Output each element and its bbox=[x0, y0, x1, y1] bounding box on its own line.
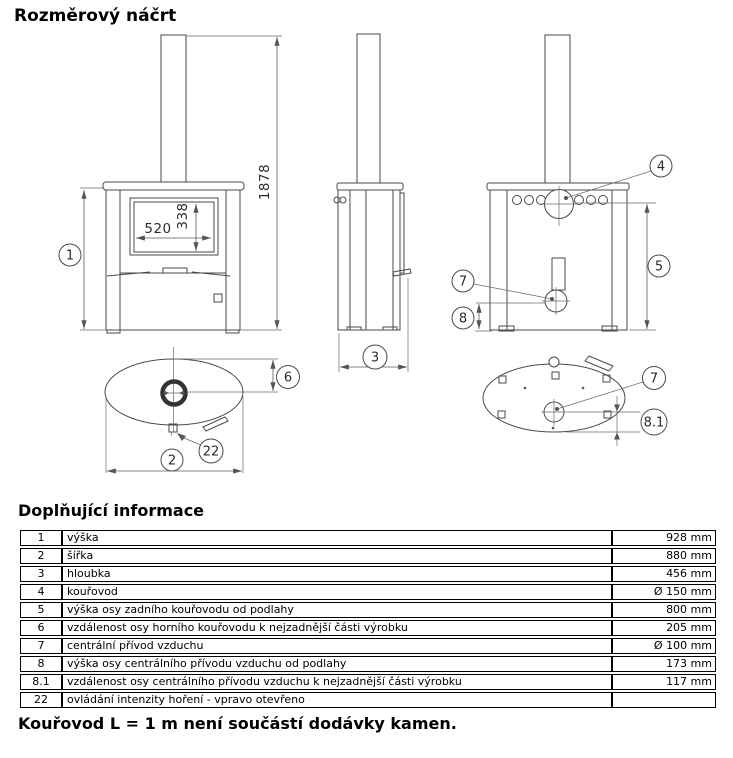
table-row bbox=[20, 674, 716, 690]
door-window bbox=[130, 198, 218, 255]
row-label: výška osy centrálního přívodu vzduchu od podlahy bbox=[62, 656, 612, 672]
table-row bbox=[20, 638, 716, 654]
callout-6-label: 6 bbox=[283, 370, 293, 386]
row-value: 173 mm bbox=[612, 656, 716, 672]
row-num: 2 bbox=[20, 548, 62, 564]
row-value: 456 mm bbox=[612, 566, 716, 582]
top-view bbox=[105, 347, 300, 473]
bottom-view bbox=[483, 356, 667, 446]
door-handle bbox=[163, 268, 187, 273]
row-value: 800 mm bbox=[612, 602, 716, 618]
callout-22-label: 22 bbox=[202, 444, 220, 460]
top-plate bbox=[487, 183, 629, 190]
callout-7-bottom-label: 7 bbox=[649, 371, 659, 387]
top-handle bbox=[203, 417, 228, 431]
row-label: hloubka bbox=[62, 566, 612, 582]
stove-body bbox=[338, 190, 400, 330]
row-num: 5 bbox=[20, 602, 62, 618]
row-num: 8 bbox=[20, 656, 62, 672]
table-row bbox=[20, 656, 716, 672]
control-knob bbox=[214, 294, 222, 302]
callout-7-bottom bbox=[643, 367, 666, 390]
callout-7 bbox=[452, 270, 474, 292]
callout-22 bbox=[199, 439, 223, 463]
hinge-bump bbox=[549, 357, 559, 367]
row-label: vzdálenost osy horního kouřovodu k nejzadnější části výrobku bbox=[62, 620, 612, 636]
table-row bbox=[20, 548, 716, 564]
row-label: šířka bbox=[62, 548, 612, 564]
hinge-detail bbox=[334, 197, 340, 203]
section-title: Doplňující informace bbox=[18, 501, 205, 520]
table-row bbox=[20, 566, 716, 582]
callout-3-label: 3 bbox=[370, 350, 380, 366]
page-title: Rozměrový náčrt bbox=[14, 6, 177, 26]
top-plate bbox=[337, 183, 403, 190]
callout-4-label: 4 bbox=[656, 159, 666, 175]
stove-body bbox=[106, 190, 240, 330]
row-value bbox=[612, 692, 716, 708]
table-row bbox=[20, 620, 716, 636]
row-label: vzdálenost osy centrálního přívodu vzduchu k nejzadnější části výrobku bbox=[62, 674, 612, 690]
front-view bbox=[59, 35, 282, 333]
callout-2-label: 2 bbox=[167, 453, 177, 469]
row-label: centrální přívod vzduchu bbox=[62, 638, 612, 654]
footnote: Kouřovod L = 1 m není součástí dodávky kamen. bbox=[18, 714, 457, 733]
side-view bbox=[334, 34, 411, 372]
row-label: výška bbox=[62, 530, 612, 546]
row-value: 928 mm bbox=[612, 530, 716, 546]
row-num: 22 bbox=[20, 692, 62, 708]
callout-1-label: 1 bbox=[65, 248, 75, 264]
callout-8-label: 8 bbox=[458, 311, 468, 327]
info-table bbox=[20, 528, 716, 710]
row-num: 7 bbox=[20, 638, 62, 654]
row-label: ovládání intenzity hoření - vpravo otevřeno bbox=[62, 692, 612, 708]
table-row bbox=[20, 692, 716, 708]
dim-window-height: 338 bbox=[175, 202, 191, 230]
dim-total-height: 1878 bbox=[257, 163, 273, 201]
callout-4 bbox=[650, 155, 672, 177]
chimney-pipe bbox=[545, 35, 570, 183]
callout-3 bbox=[363, 345, 387, 369]
row-value: 880 mm bbox=[612, 548, 716, 564]
table-row bbox=[20, 530, 716, 546]
chimney-pipe bbox=[357, 34, 380, 184]
callout-8-1 bbox=[641, 409, 667, 435]
row-label: výška osy zadního kouřovodu od podlahy bbox=[62, 602, 612, 618]
row-value: 117 mm bbox=[612, 674, 716, 690]
row-num: 4 bbox=[20, 584, 62, 600]
callout-1 bbox=[59, 244, 81, 266]
table-row bbox=[20, 602, 716, 618]
row-value: 205 mm bbox=[612, 620, 716, 636]
row-num: 8.1 bbox=[20, 674, 62, 690]
row-num: 6 bbox=[20, 620, 62, 636]
callout-8 bbox=[452, 307, 474, 329]
chimney-pipe bbox=[161, 35, 186, 183]
row-label: kouřovod bbox=[62, 584, 612, 600]
callout-2 bbox=[161, 449, 183, 471]
top-plate bbox=[103, 182, 244, 190]
callout-8-1-label: 8.1 bbox=[643, 415, 665, 431]
row-value: Ø 150 mm bbox=[612, 584, 716, 600]
callout-6 bbox=[277, 366, 300, 389]
row-num: 3 bbox=[20, 566, 62, 582]
callout-5 bbox=[648, 255, 670, 277]
callout-7-label: 7 bbox=[458, 274, 468, 290]
back-view bbox=[452, 35, 672, 331]
dim-window-width: 520 bbox=[144, 221, 172, 237]
callout-5-label: 5 bbox=[654, 259, 664, 275]
row-value: Ø 100 mm bbox=[612, 638, 716, 654]
row-num: 1 bbox=[20, 530, 62, 546]
table-row bbox=[20, 584, 716, 600]
